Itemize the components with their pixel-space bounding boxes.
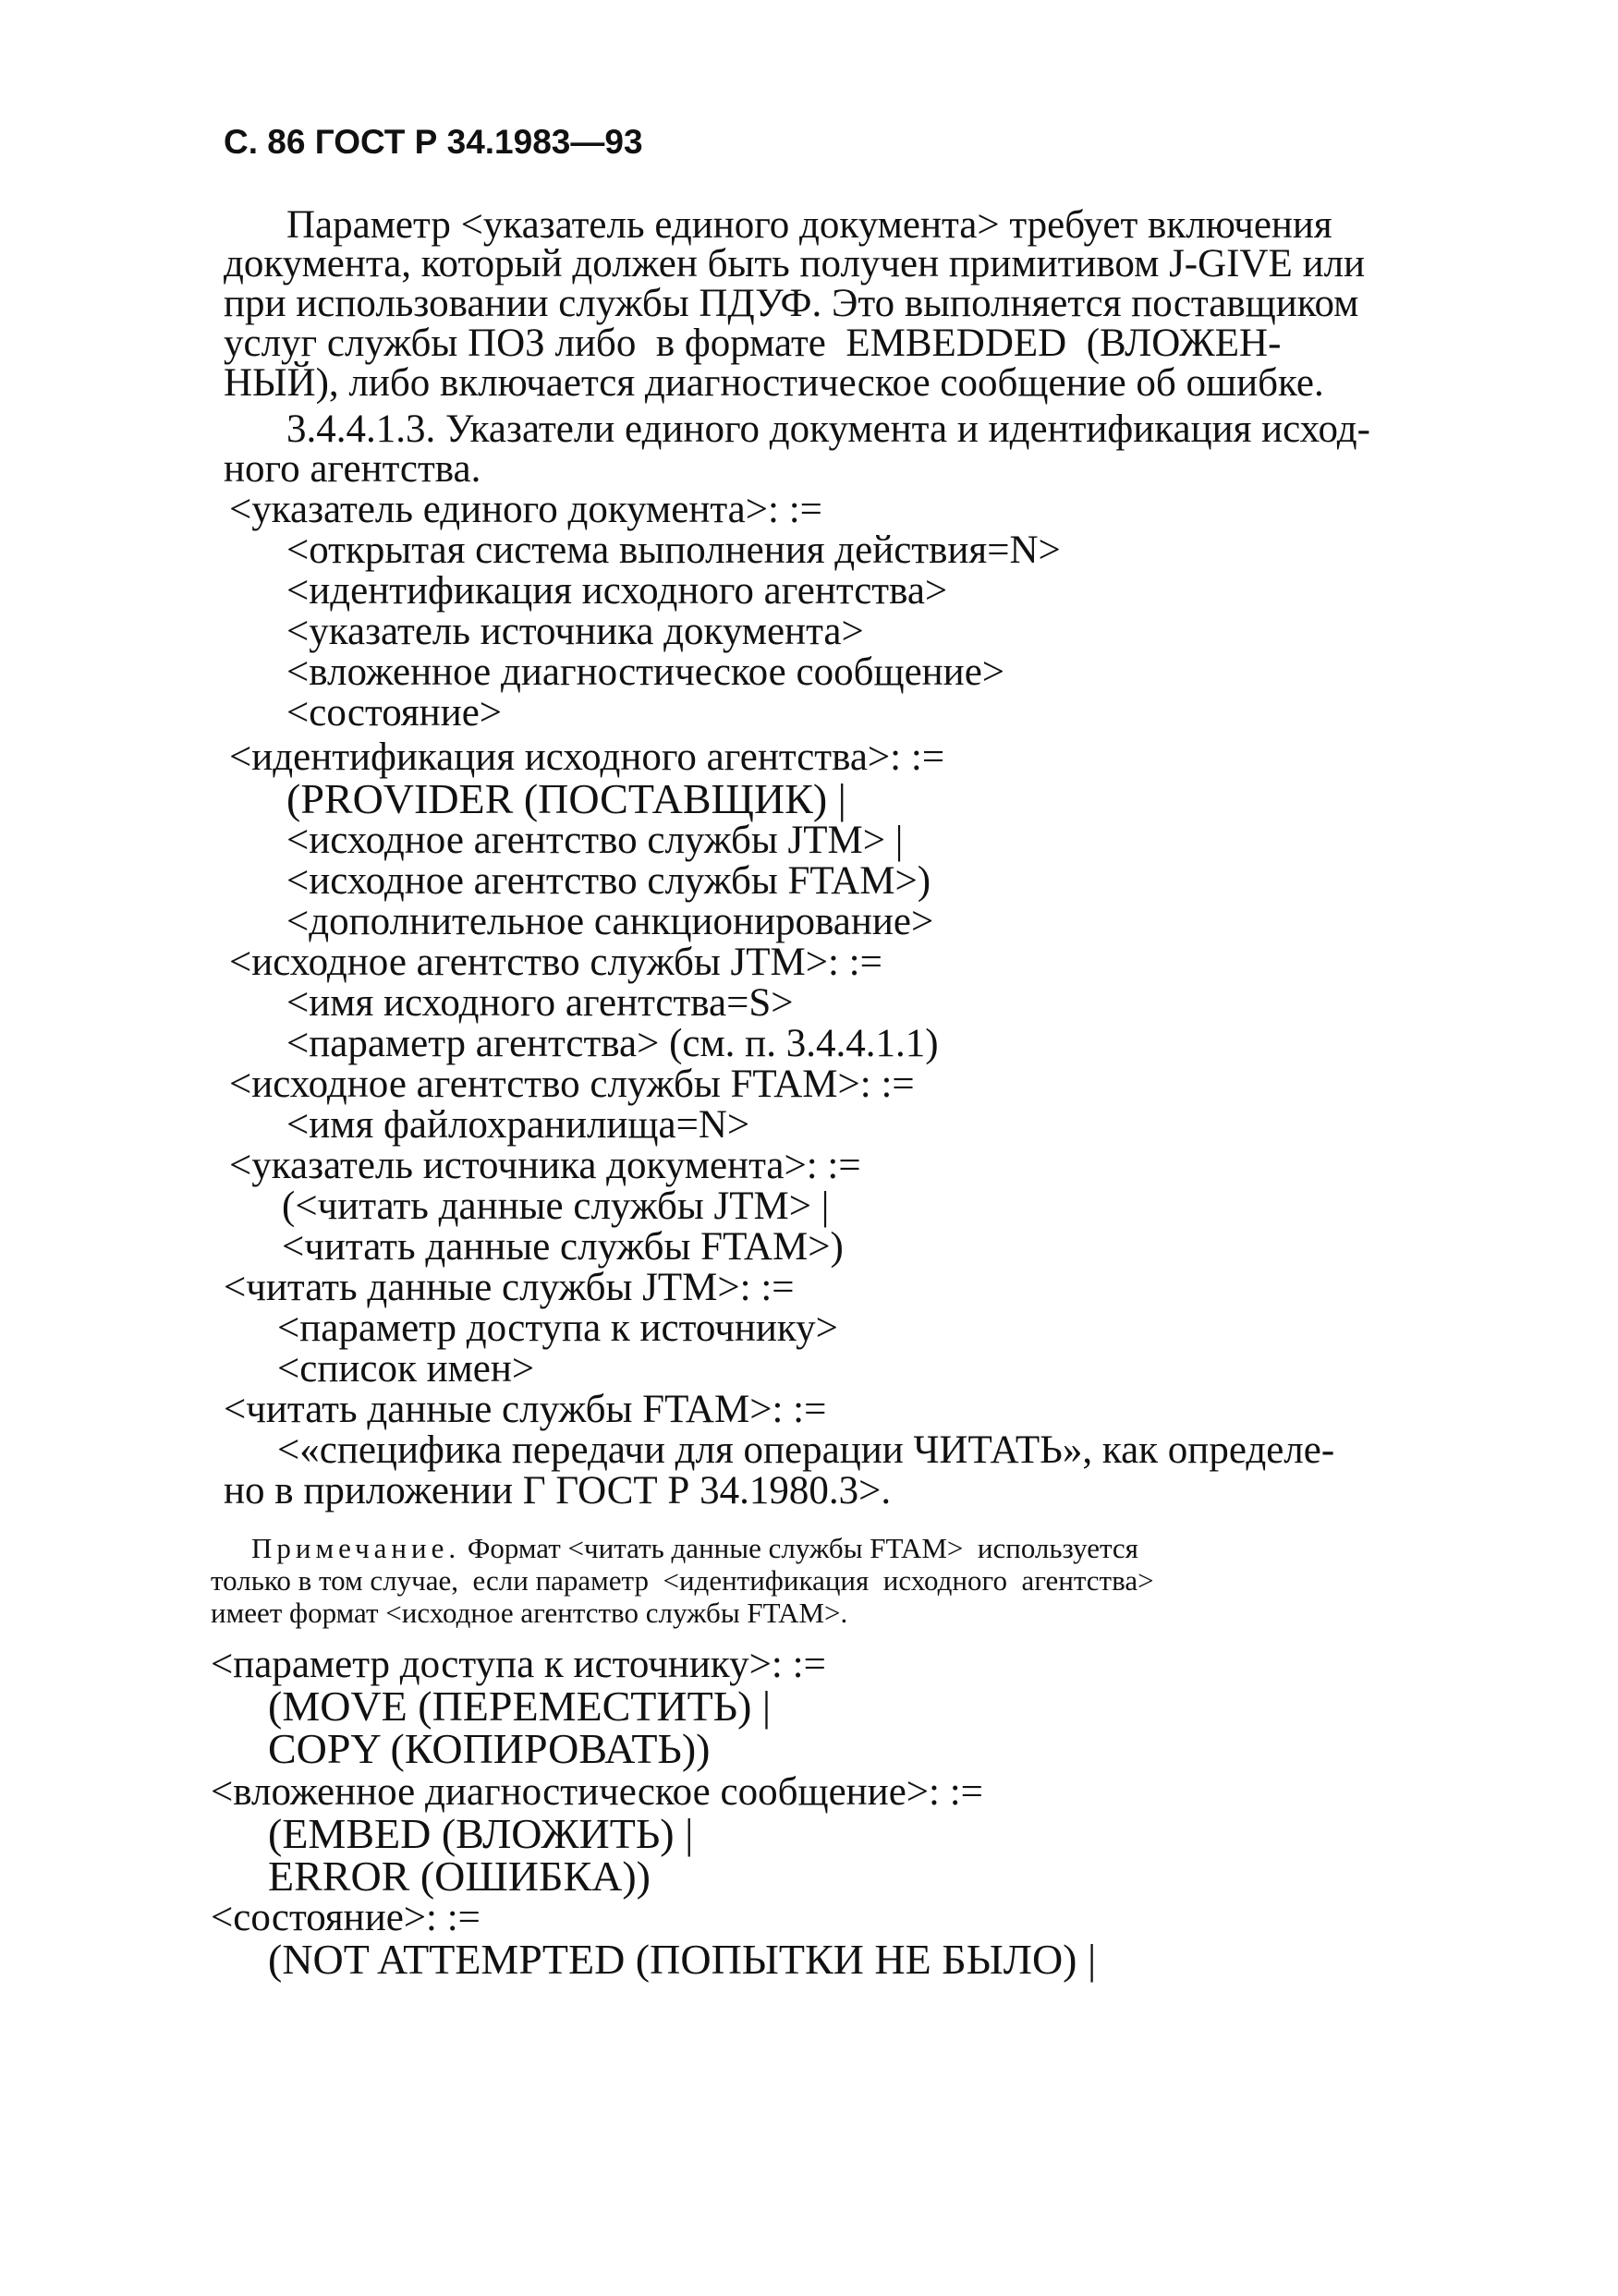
definition-line: <идентификация исходного агентства> xyxy=(286,569,948,613)
definition-line: <указатель единого документа>: := xyxy=(229,488,822,531)
definition-line: <исходное агентство службы JTM> | xyxy=(286,819,904,862)
note-line xyxy=(251,1534,1138,1562)
definition-line: <вложенное диагностическое сообщение> xyxy=(286,650,1005,694)
definition-line: <имя файлохранилища=N> xyxy=(286,1103,750,1147)
definition-line: COPY (КОПИРОВАТЬ)) xyxy=(268,1725,711,1772)
text-line: Параметр <указатель единого документа> требует включения xyxy=(286,203,1332,247)
definition-line: но в приложении Г ГОСТ Р 34.1980.3>. xyxy=(224,1469,892,1512)
definition-line: <параметр доступа к источнику>: := xyxy=(211,1643,826,1686)
text-line: документа, который должен быть получен примитивом J-GIVE или xyxy=(224,242,1366,285)
definition-line: <исходное агентство службы FTAM>) xyxy=(286,859,931,903)
definition-line: <читать данные службы JTM>: := xyxy=(224,1266,795,1309)
section-heading: 3.4.4.1.3. Указатели единого документа и идентификация исход- xyxy=(286,407,1370,451)
definition-line: <состояние>: := xyxy=(211,1896,481,1939)
definition-line: <состояние> xyxy=(286,691,503,735)
text-line: при использовании службы ПДУФ. Это выполняется поставщиком xyxy=(224,282,1359,325)
definition-line: <читать данные службы FTAM>: := xyxy=(224,1388,827,1431)
definition-line: <параметр агентства> (см. п. 3.4.4.1.1) xyxy=(286,1022,939,1065)
text-line: НЫЙ), либо включается диагностическое сообщение об ошибке. xyxy=(224,361,1324,405)
definition-line: <читать данные службы FTAM>) xyxy=(282,1225,844,1269)
note-line: имеет формат <исходное агентство службы FTAM>. xyxy=(211,1597,848,1629)
definition-line: <идентификация исходного агентства>: := xyxy=(229,735,945,779)
definition-line: <открытая система выполнения действия=N> xyxy=(286,528,1061,572)
definition-line: <исходное агентство службы FTAM>: := xyxy=(229,1063,915,1106)
definition-line: <список имен> xyxy=(277,1347,535,1391)
definition-line: (<читать данные службы JTM> | xyxy=(282,1184,830,1228)
definition-line: (EMBED (ВЛОЖИТЬ) | xyxy=(268,1810,694,1857)
note-label: Примечание. xyxy=(251,1532,461,1564)
definition-line: <дополнительное санкционирование> xyxy=(286,900,934,943)
definition-line: (PROVIDER (ПОСТАВЩИК) | xyxy=(286,775,846,822)
definition-line: <параметр доступа к источнику> xyxy=(277,1306,838,1350)
definition-line: (MOVE (ПЕРЕМЕСТИТЬ) | xyxy=(268,1683,772,1730)
note-line: только в том случае, если параметр <идентификация исходного агентства> xyxy=(211,1564,1154,1597)
definition-line: <«специфика передачи для операции ЧИТАТЬ», как определе- xyxy=(277,1428,1335,1472)
definition-line: <указатель источника документа>: := xyxy=(229,1144,861,1187)
definition-line: <вложенное диагностическое сообщение>: := xyxy=(211,1770,983,1814)
definition-line: <имя исходного агентства=S> xyxy=(286,981,794,1025)
definition-line: <указатель источника документа> xyxy=(286,610,864,653)
page-header: С. 86 ГОСТ Р 34.1983—93 xyxy=(224,123,643,161)
text-line: ного агентства. xyxy=(224,447,481,491)
definition-line: (NOT ATTEMPTED (ПОПЫТКИ НЕ БЫЛО) | xyxy=(268,1936,1097,1983)
definition-line: <исходное агентство службы JTM>: := xyxy=(229,941,882,984)
definition-line: ERROR (ОШИБКА)) xyxy=(268,1853,651,1900)
note-text: Формат <читать данные службы FTAM> используется xyxy=(460,1532,1138,1564)
text-line: услуг службы ПОЗ либо в формате EMBEDDED (ВЛОЖЕН- xyxy=(224,322,1282,365)
